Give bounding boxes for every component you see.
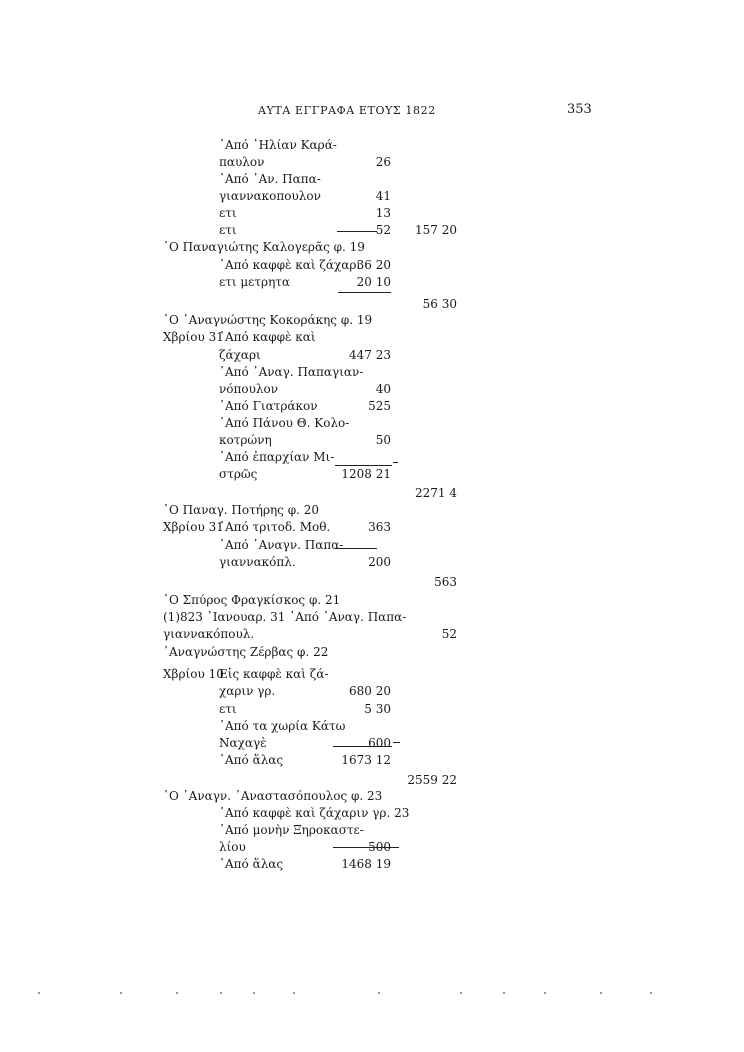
entry-text: ᾿Από καφφὲ καὶ ζάχαριν γρ. 23	[219, 806, 410, 820]
entry-text: ᾿Από Γιατράκον	[219, 399, 318, 413]
scan-speck	[378, 992, 380, 994]
entry-left: ᾿Αναγνώστης Ζέρβας φ. 22	[163, 645, 329, 659]
entry-amount: 1208 21	[341, 467, 391, 481]
scan-speck	[650, 992, 652, 994]
entry-text: κοτρώνη	[219, 433, 272, 447]
entry-text: ᾿Από ἅλας	[219, 857, 284, 871]
scan-speck	[503, 992, 505, 994]
scan-speck	[600, 992, 602, 994]
sum-rule	[333, 847, 399, 848]
entry-text: ᾿Από τα χωρία Κάτω	[219, 719, 346, 733]
running-head: ΑΥΤΑ ΕΓΓΡΑΦΑ ΕΤΟΥΣ 1822	[258, 104, 436, 117]
entry-amount: 525	[368, 399, 391, 413]
entry-left: ῾Ο Σπύρος Φραγκίσκος φ. 21	[163, 593, 341, 607]
entry-text: ᾿Από ᾿Αναγ. Παπαγιαν-	[219, 365, 364, 379]
entry-amount: 1468 19	[341, 857, 391, 871]
entry-text: ετι	[219, 223, 237, 237]
entry-total: 563	[434, 575, 457, 589]
entry-left: Χβρίου 10	[163, 667, 224, 681]
scan-speck	[253, 992, 255, 994]
entry-amount: 36 20	[356, 258, 391, 272]
scan-speck	[176, 992, 178, 994]
entry-text: γιαννακοπουλον	[219, 189, 321, 203]
sum-rule	[335, 465, 392, 466]
scan-speck	[293, 992, 295, 994]
entry-amount: 5 30	[364, 702, 391, 716]
entry-text: ετι	[219, 206, 237, 220]
entry-amount: 41	[375, 189, 391, 203]
entry-text: ετι μετρητα	[219, 275, 291, 289]
sum-rule	[393, 462, 398, 463]
entry-total: 2271 4	[415, 486, 457, 500]
entry-amount: 26	[375, 155, 391, 169]
entry-text: λίου	[219, 840, 246, 854]
page-number: 353	[567, 102, 592, 117]
entry-amount: 40	[375, 382, 391, 396]
entry-left: ῾Ο ᾿Αναγνώστης Κοκοράκης φ. 19	[163, 313, 373, 327]
scan-speck	[120, 992, 122, 994]
entry-left: ῾Ο Παναγ. Ποτήρης φ. 20	[163, 503, 320, 517]
entry-text: ᾿Από καφφὲ καὶ ζάχαρι	[219, 258, 362, 272]
entry-amount: 680 20	[349, 684, 391, 698]
entry-left: (1)823 ᾿Ιανουαρ. 31 ᾿Από ᾿Αναγ. Παπα-	[163, 610, 407, 624]
scan-speck	[544, 992, 546, 994]
entry-total: 52	[441, 627, 457, 641]
scan-speck	[38, 992, 40, 994]
entry-text: στρῶς	[219, 467, 258, 481]
scan-speck	[220, 992, 222, 994]
entry-total: 157 20	[415, 223, 457, 237]
entry-text: ζάχαρι	[219, 348, 261, 362]
entry-text: παυλον	[219, 155, 265, 169]
sum-rule	[393, 742, 400, 743]
entry-amount: 447 23	[349, 348, 391, 362]
entry-text: ετι	[219, 702, 237, 716]
entry-amount: 500	[368, 840, 391, 854]
entry-amount: 1673 12	[341, 753, 391, 767]
entry-left: Χβρίου 31	[163, 330, 224, 344]
entry-left: ῾Ο ᾿Αναγν. ᾿Αναστασόπουλος φ. 23	[163, 789, 383, 803]
entry-amount: 13	[375, 206, 391, 220]
entry-text: χαριν γρ.	[219, 684, 276, 698]
entry-text: Εἰς καφφὲ καὶ ζά-	[219, 667, 329, 681]
entry-total: 56 30	[422, 297, 457, 311]
entry-amount: 363	[368, 520, 391, 534]
entry-amount: 52	[375, 223, 391, 237]
sum-rule	[337, 231, 377, 232]
entry-text: νόπουλον	[219, 382, 279, 396]
entry-left: γιαννακόπουλ.	[163, 627, 255, 641]
sum-rule	[333, 746, 392, 747]
sum-rule	[335, 548, 377, 549]
entry-text: ᾿Από τριτοδ. Μοθ.	[219, 520, 331, 534]
sum-rule	[338, 292, 391, 293]
entry-text: ᾿Από καφφὲ καὶ	[219, 330, 316, 344]
entry-text: ᾿Από μονὴν Ξηροκαστε-	[219, 823, 364, 837]
entry-text: ᾿Από Πάνου Θ. Κολο-	[219, 416, 350, 430]
entry-text: ᾿Από ᾿Αν. Παπα-	[219, 172, 321, 186]
entry-amount: 50	[375, 433, 391, 447]
entry-amount: 200	[368, 555, 391, 569]
entry-amount: 20 10	[356, 275, 391, 289]
entry-text: ᾿Από ἅλας	[219, 753, 284, 767]
entry-left: ῾Ο Παναγιώτης Καλογερᾶς φ. 19	[163, 240, 365, 254]
entry-text: ᾿Από ἐπαρχίαν Μι-	[219, 450, 335, 464]
entry-text: γιαννακόπλ.	[219, 555, 296, 569]
scan-speck	[460, 992, 462, 994]
entry-text: ᾿Από ᾿Ηλίαν Καρά-	[219, 138, 337, 152]
entry-amount: 600	[368, 736, 391, 750]
entry-total: 2559 22	[407, 773, 457, 787]
entry-text: ᾿Από ᾿Αναγν. Παπα-	[219, 538, 344, 552]
entry-text: Ναχαγὲ	[219, 736, 267, 750]
entry-left: Χβρίου 31	[163, 520, 224, 534]
